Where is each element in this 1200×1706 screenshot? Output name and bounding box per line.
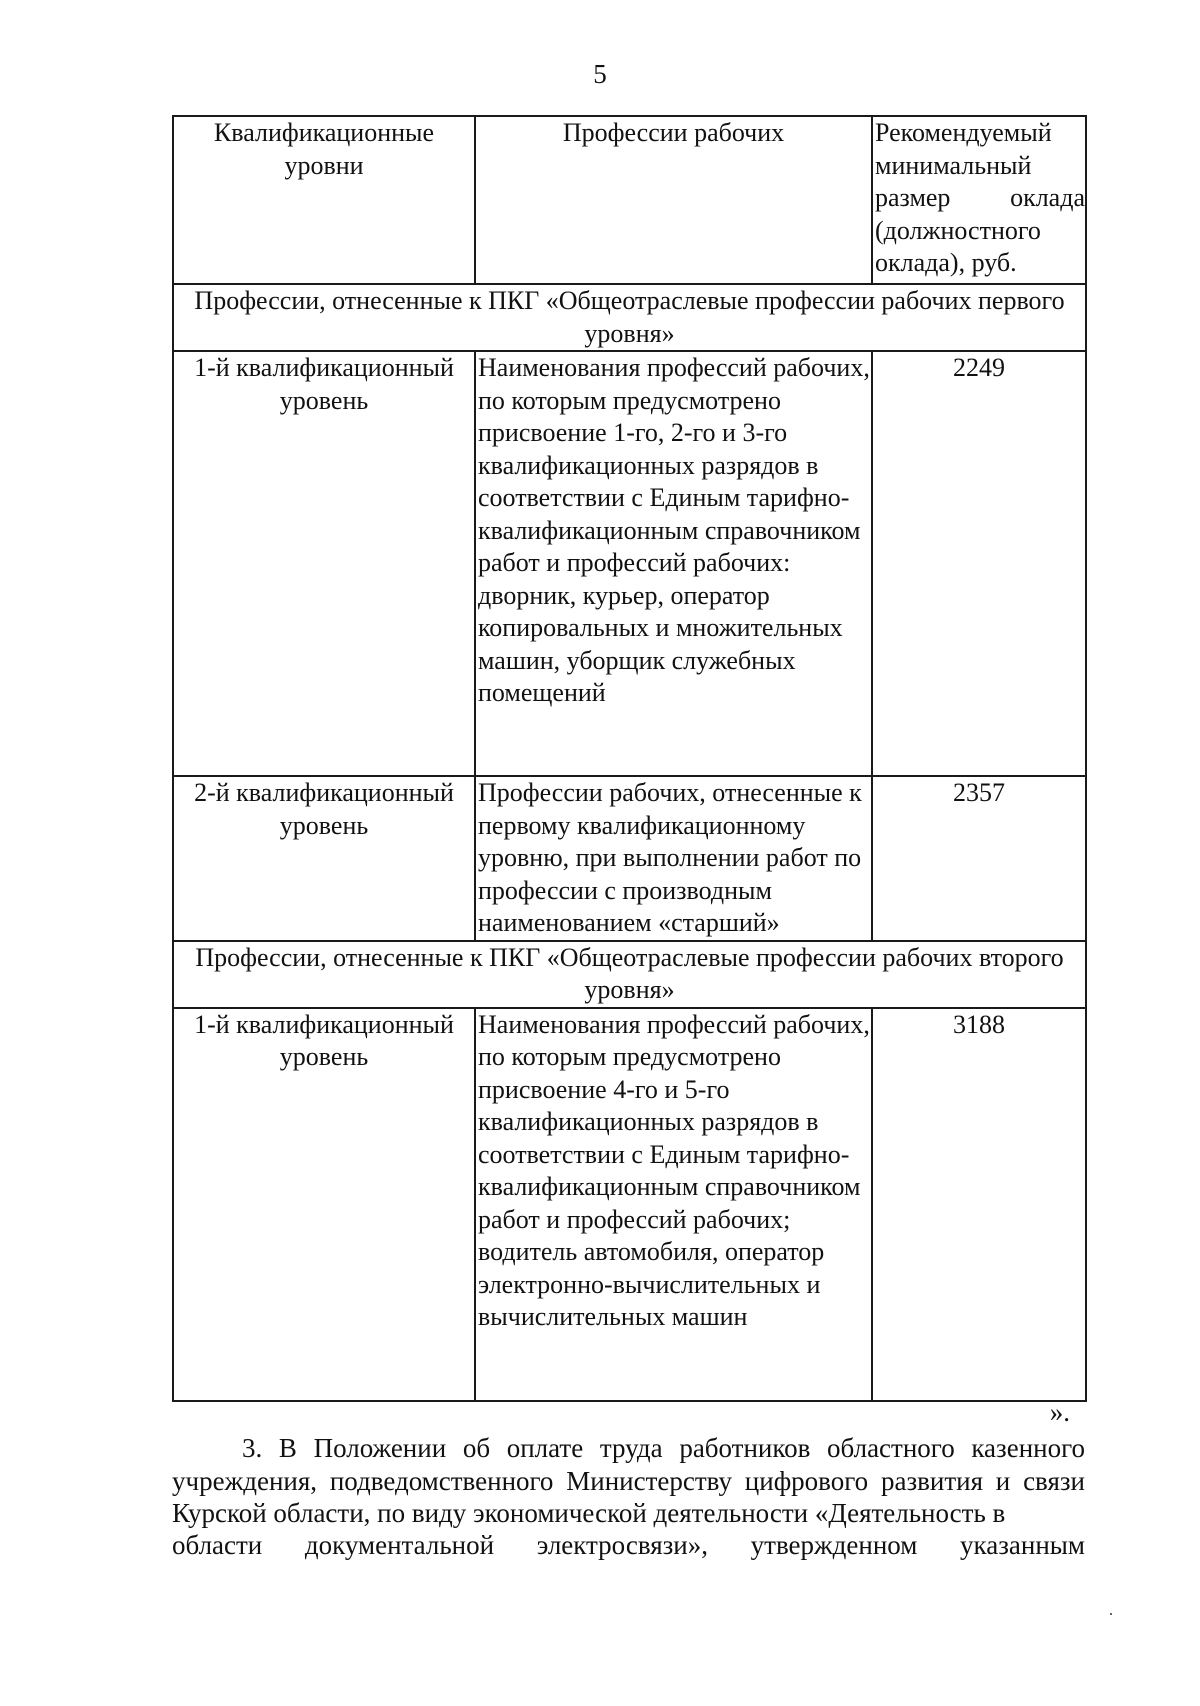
salary-cell: 2249 — [872, 351, 1086, 776]
salary-cell: 3188 — [872, 1008, 1086, 1401]
section-title-first-level: Профессии, отнесенные к ПКГ «Общеотраслевые профессии рабочих первого уровня» — [173, 284, 1086, 351]
salary-table — [172, 115, 1087, 1402]
body-paragraph: 3. В Положении об оплате труда работников областного казенного учреждения, подведомственного Министерству цифрового развития и связи Курской области, по виду экономической деятельности «Деятельность в — [172, 1433, 1085, 1528]
section-title-second-level: Профессии, отнесенные к ПКГ «Общеотраслевые профессии рабочих второго уровня» — [173, 941, 1086, 1008]
body-paragraph-last-line: области документальной электросвязи», утвержденном указанным — [172, 1530, 1085, 1560]
qualification-level-cell: 2-й квалификационный уровень — [173, 776, 475, 941]
table-row — [173, 351, 1086, 776]
professions-cell: Наименования профессий рабочих, по которым предусмотрено присвоение 1-го, 2-го и 3-го квалификационных разрядов в соответствии с Единым тарифно-квалификационным справочником работ и профессий рабочих: дворник, курьер, оператор копировальных и множительных машин, уборщик служебных помещений — [475, 351, 872, 776]
table-header-row — [173, 116, 1086, 284]
section-title-row — [173, 941, 1086, 1008]
scan-speck — [1110, 1613, 1112, 1615]
qualification-level-cell: 1-й квалификационный уровень — [173, 1008, 475, 1401]
table-row — [173, 1008, 1086, 1401]
qualification-level-cell: 1-й квалификационный уровень — [173, 351, 475, 776]
salary-cell: 2357 — [872, 776, 1086, 941]
professions-cell: Наименования профессий рабочих, по которым предусмотрено присвоение 4-го и 5-го квалификационных разрядов в соответствии с Единым тарифно-квалификационным справочником работ и профессий рабочих; водитель автомобиля, оператор электронно-вычислительных и вычислительных машин — [475, 1008, 872, 1401]
closing-quote: ». — [1049, 1397, 1070, 1427]
header-worker-professions: Профессии рабочих — [475, 116, 872, 284]
section-title-row — [173, 284, 1086, 351]
table-row — [173, 776, 1086, 941]
header-qualification-levels: Квалификационные уровни — [173, 116, 475, 284]
page-number: 5 — [593, 59, 607, 89]
professions-cell: Профессии рабочих, отнесенные к первому квалификационному уровню, при выполнении работ по профессии с производным наименованием «старший» — [475, 776, 872, 941]
header-recommended-salary: Рекомендуемый минимальный размер оклада (должностного оклада), руб. — [872, 116, 1086, 284]
